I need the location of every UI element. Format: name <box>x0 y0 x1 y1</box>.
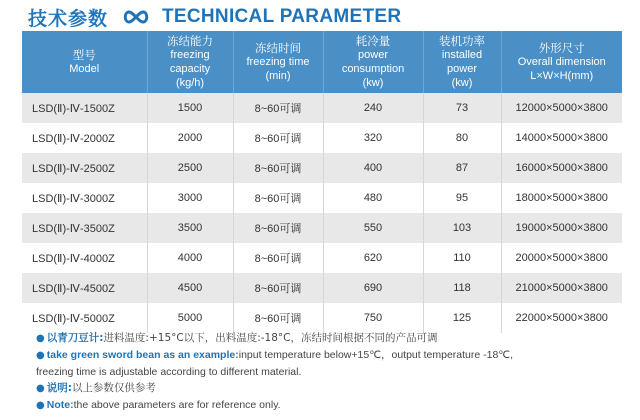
table-cell: 19000×5000×3800 <box>501 213 622 243</box>
note-text: input temperature below+15℃，output temperature -18℃, <box>238 349 514 361</box>
column-header-unit: (kg/h) <box>175 77 205 89</box>
table-cell: 3500 <box>147 213 233 243</box>
column-header <box>22 31 147 93</box>
table-cell: LSD(Ⅱ)-Ⅳ-4500Z <box>22 273 147 303</box>
bullet-icon: ● <box>36 383 45 394</box>
table-cell: 20000×5000×3800 <box>501 243 622 273</box>
table-cell: 4000 <box>147 243 233 273</box>
table-row <box>22 303 622 333</box>
note-label: 说明: <box>46 382 72 394</box>
table-cell: 550 <box>323 213 423 243</box>
table-cell: 750 <box>323 303 423 333</box>
table-cell: 1500 <box>147 93 233 123</box>
column-header-en: freezing time <box>246 56 310 68</box>
table-cell: 480 <box>323 183 423 213</box>
table-cell: 103 <box>423 213 501 243</box>
table-cell: 14000×5000×3800 <box>501 123 622 153</box>
column-header-unit: (kw) <box>451 77 473 89</box>
table-cell: LSD(Ⅱ)-Ⅳ-3000Z <box>22 183 147 213</box>
table-row <box>22 183 622 213</box>
table-row <box>22 93 622 123</box>
infinity-icon <box>122 9 150 25</box>
note-text: the above parameters are for reference only. <box>73 399 281 411</box>
column-header <box>323 31 423 93</box>
column-header <box>423 31 501 93</box>
column-header-cn: 冻结能力 <box>167 34 213 48</box>
table-row <box>22 213 622 243</box>
parameter-table <box>22 31 622 333</box>
table-cell: 2000 <box>147 123 233 153</box>
column-header-unit: L×W×H(mm) <box>530 70 594 82</box>
table-cell: LSD(Ⅱ)-Ⅳ-4000Z <box>22 243 147 273</box>
table-cell: 8~60可调 <box>233 243 323 273</box>
title-cn: 技术参数 <box>28 7 109 30</box>
column-header-cn: 装机功率 <box>439 34 485 48</box>
table-cell: 12000×5000×3800 <box>501 93 622 123</box>
notes <box>36 330 626 414</box>
column-header-unit: (min) <box>265 70 291 82</box>
table-row <box>22 123 622 153</box>
table-cell: 22000×5000×3800 <box>501 303 622 333</box>
table-row <box>22 273 622 303</box>
table-cell: 21000×5000×3800 <box>501 273 622 303</box>
column-header <box>147 31 233 93</box>
table-row <box>22 153 622 183</box>
table-cell: 620 <box>323 243 423 273</box>
table-cell: 80 <box>423 123 501 153</box>
table-cell: 18000×5000×3800 <box>501 183 622 213</box>
table-cell: 73 <box>423 93 501 123</box>
note-label: 以青刀豆计: <box>46 332 104 344</box>
table-cell: 8~60可调 <box>233 123 323 153</box>
table-cell: LSD(Ⅱ)-Ⅳ-2000Z <box>22 123 147 153</box>
table-cell: 400 <box>323 153 423 183</box>
table-cell: 8~60可调 <box>233 303 323 333</box>
table-row <box>22 243 622 273</box>
title-en: TECHNICAL PARAMETER <box>162 6 402 27</box>
table-cell: 16000×5000×3800 <box>501 153 622 183</box>
table-cell: 8~60可调 <box>233 183 323 213</box>
column-header-en: Overall dimension <box>517 56 606 68</box>
table-body <box>22 93 622 333</box>
table-cell: 118 <box>423 273 501 303</box>
column-header-en: Model <box>69 63 100 75</box>
column-header-en: freezing capacity <box>169 49 211 75</box>
table-cell: 690 <box>323 273 423 303</box>
table-cell: 8~60可调 <box>233 273 323 303</box>
column-header-cn: 耗冷量 <box>355 34 391 48</box>
table-cell: 240 <box>323 93 423 123</box>
table-cell: 3000 <box>147 183 233 213</box>
note-label: take green sword bean as an example: <box>46 349 239 361</box>
column-header-en: power consumption <box>341 49 405 75</box>
table-cell: 125 <box>423 303 501 333</box>
table-cell: LSD(Ⅱ)-Ⅳ-1500Z <box>22 93 147 123</box>
table-cell: 5000 <box>147 303 233 333</box>
table-cell: 8~60可调 <box>233 153 323 183</box>
note-example-cn <box>36 330 626 347</box>
table-header-row <box>22 31 622 93</box>
column-header-cn: 外形尺寸 <box>538 41 585 55</box>
table-cell: 2500 <box>147 153 233 183</box>
bullet-icon: ● <box>36 333 45 344</box>
note-remark-en <box>36 397 626 414</box>
column-header-cn: 型号 <box>72 48 96 62</box>
note-text: 进料温度:+15°C以下，出料温度:-18°C，冻结时间根据不同的产品可调 <box>103 332 438 344</box>
column-header <box>501 31 622 93</box>
note-example-en <box>36 347 626 364</box>
column-header-en: installed power <box>441 49 483 75</box>
note-text: freezing time is adjustable according to different material. <box>36 366 302 378</box>
table-cell: 4500 <box>147 273 233 303</box>
table-cell: 95 <box>423 183 501 213</box>
table-cell: LSD(Ⅱ)-Ⅳ-3500Z <box>22 213 147 243</box>
table-cell: 110 <box>423 243 501 273</box>
note-remark-cn <box>36 380 626 397</box>
note-example-en-cont <box>36 364 626 380</box>
bullet-icon: ● <box>36 400 45 411</box>
column-header <box>233 31 323 93</box>
table-cell: 8~60可调 <box>233 213 323 243</box>
table-cell: 87 <box>423 153 501 183</box>
table-cell: 8~60可调 <box>233 93 323 123</box>
table-cell: LSD(Ⅱ)-Ⅳ-2500Z <box>22 153 147 183</box>
bullet-icon: ● <box>36 350 45 361</box>
page-header <box>28 4 401 30</box>
table-cell: LSD(Ⅱ)-Ⅳ-5000Z <box>22 303 147 333</box>
note-label: Note: <box>46 399 74 411</box>
note-text: 以上参数仅供参考 <box>71 382 156 394</box>
column-header-unit: (kw) <box>362 77 384 89</box>
column-header-cn: 冻结时间 <box>255 41 301 55</box>
table-cell: 320 <box>323 123 423 153</box>
